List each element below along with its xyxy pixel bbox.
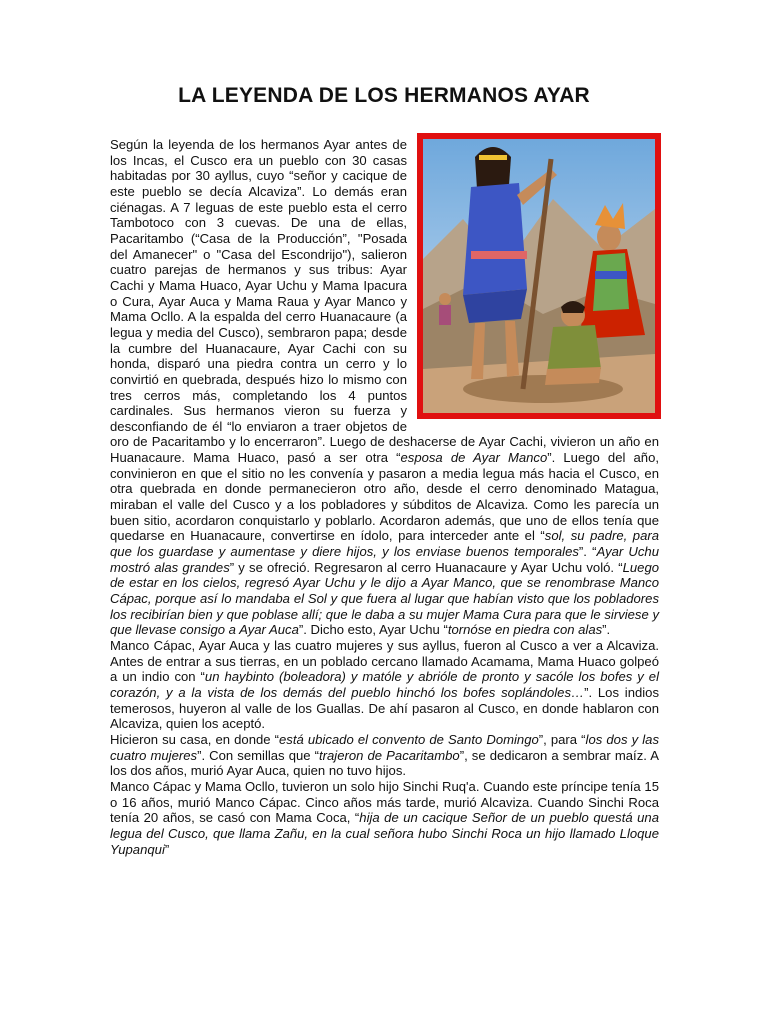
page-title: LA LEYENDA DE LOS HERMANOS AYAR [178, 84, 590, 107]
text-run: ”. Luego del año, convinieron en que el sitio no les convenía y pasaron a media legua más hacia el Cusco, en otra quebrada en donde permanecieron otro año, desde el cerro denominado Matagua, miraban el valle del Cusco y a los pobladores y súbditos de Alcaviza. Como les parecía un buen sitio, acordaron conquistarlo y poblarlo. Acordaron además, que uno de ellos tenía que quedarse en Huanacaure, convertirse en ídolo, para interceder ante el “ [110, 450, 659, 544]
text-run: ”. [602, 622, 611, 638]
text-run: ”, para “ [538, 731, 586, 747]
quoted-text-run: un haybinto (boleadora) y matóle y abrióle de pronto y sacóle los bofes y el corazón, y a la vista de los demás del pueblo hinchó los bofes soplándoles… [110, 669, 659, 700]
quoted-text-run: sol, su padre, para que los guardase y aumentase y diere hijos, y los enviase buenos temporales [110, 528, 660, 560]
text-run: ”. Los indios temerosos, huyeron al valle de los Guallas. De ahí pasaron al Cusco, en donde hablaron con Alcaviza, quien los aceptó. [110, 684, 659, 732]
quoted-text-run: Luego de estar en los cielos, regresó Ayar Uchu y le dijo a Ayar Manco, que se renombrase Manco Cápac, porque así lo mandaba el Sol y que fuera al lugar que habían visto que los pobladores los recibirían bien y que poblase allí; que le daba a su mujer Mama Cura para que le sirviese y que llevase consigo a Ayar Auca [110, 559, 660, 638]
text-run: ”, se dedicaron a sembrar maíz. A los dos años, murió Ayar Auca, quien no tuvo hijos. [110, 747, 659, 779]
text-run: ”. Dicho esto, Ayar Uchu “ [298, 622, 448, 638]
quoted-text-run: hija de un cacique Señor de un pueblo questá una legua del Cusco, que llama Zañu, en la cual señora hubo Sinchi Roca un hijo llamado Lloque Yupanqui [110, 810, 659, 857]
quoted-text-run: Ayar Uchu mostró alas grandes [110, 544, 659, 575]
text-run: Según la leyenda de los hermanos Ayar antes de los Incas, el Cusco era un pueblo con 30 casas habitadas por 30 ayllus, cuyo “señor y cacique de este pueblo se decía Alcaviza”. Lo demás eran ciénagas. A 7 leguas de este pueblo esta el cerro Tambotoco con 3 cuevas. De una de ellas, Pacaritambo (“Casa de la Producción”, "Posada del Amanecer" o "Casa del Escondrijo"), salieron cuatro parejas de hermanos y sus tribus: Ayar Cachi y Mama Huaco, Ayar Uchu y Mama Ipacura o Cura, Ayar Auca y Mama Raua y Ayar Manco y Mama Ocllo. A la espalda del cerro Huanacaure (a legua y media del Cusco), sembraron papa; desde la cumbre del Huanacaure, Ayar Cachi con su honda, disparó una piedra contra un cerro y lo convirtió en quebrada, después hizo lo mismo con tres cerros más, completando los 4 puntos cardinales. Sus hermanos vieron su fuerza y desconfiando de él “lo enviaron a traer objetos de oro de Pacaritambo y lo encerraron”. Luego de deshacerse de Ayar Cachi, vivieron un año en Huanacaure. Mama Huaco, pasó a ser otra “ [110, 137, 659, 466]
ayar-brothers-illustration-icon [423, 139, 655, 413]
text-run: ” y se ofreció. Regresaron al cerro Huanacaure y Ayar Uchu voló. “ [229, 559, 623, 575]
text-run: ”. Con semillas que “ [197, 747, 320, 763]
paragraph-4 [110, 779, 659, 857]
text-run: Hicieron su casa, en donde “ [110, 731, 280, 747]
text-run: Manco Cápac y Mama Ocllo, tuvieron un solo hijo Sinchi Ruq'a. Cuando este príncipe tenía 15 o 16 años, murió Manco Cápac. Cinco años más tarde, murió Alcaviza. Cuando Sinchi Roca tenía 20 años, se casó con Mama Coca, “ [110, 778, 659, 826]
text-run: Manco Cápac, Ayar Auca y las cuatro mujeres y sus ayllus, fueron al Cusco a ver a Alcaviza. Antes de entrar a sus tierras, en un poblado cercano llamado Acamama, Mama Huaco golpeó a un indio con “ [110, 638, 659, 685]
paragraph-3 [110, 732, 659, 779]
quoted-text-run: los dos y las cuatro mujeres [110, 731, 659, 763]
quoted-text-run: trajeron de Pacaritambo [319, 747, 460, 763]
body-text [110, 137, 659, 857]
paragraph-2 [110, 638, 659, 732]
quoted-text-run: tornóse en piedra con alas [447, 622, 603, 638]
figure-illustration [417, 133, 661, 419]
quoted-text-run: está ubicado el convento de Santo Domingo [279, 731, 539, 747]
text-run: ”. “ [578, 544, 597, 560]
quoted-text-run: esposa de Ayar Manco [400, 450, 548, 466]
text-run: ” [164, 841, 170, 857]
